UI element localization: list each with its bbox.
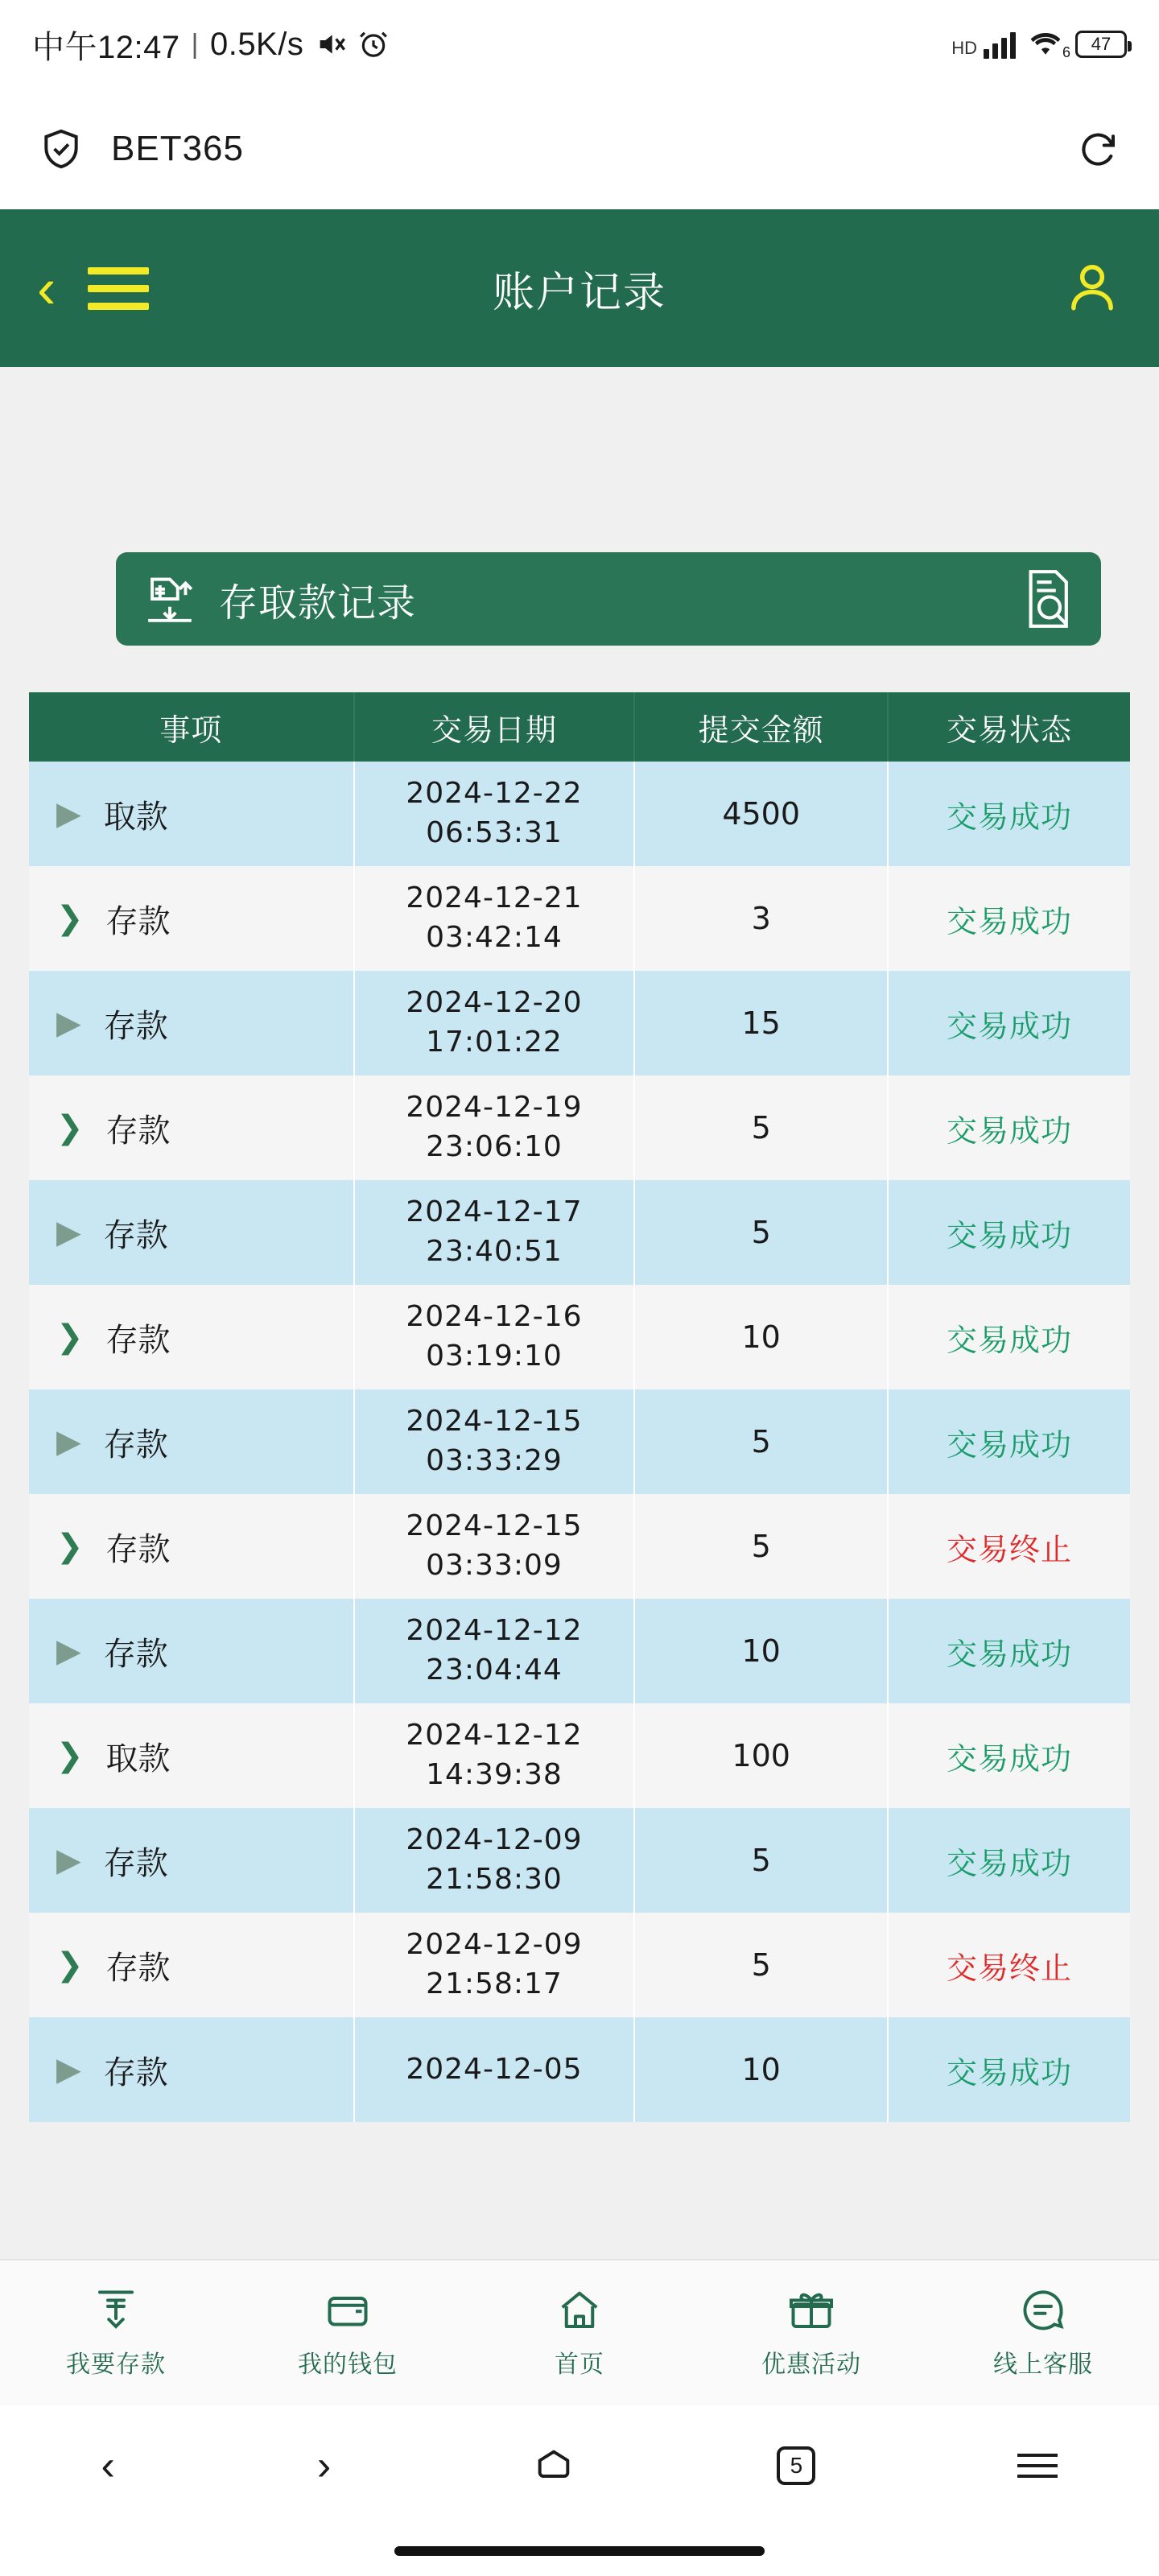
cell-amount: 5	[634, 1913, 888, 2017]
system-back-icon[interactable]: ‹	[101, 2442, 115, 2489]
cell-status	[888, 1703, 1130, 1808]
list-fade-overlay	[0, 2190, 1159, 2259]
status-badge: 交易成功	[946, 800, 1072, 835]
wifi-icon	[1029, 31, 1070, 60]
cell-status	[888, 1075, 1130, 1180]
row-arrow-icon: ❯	[56, 901, 84, 936]
status-badge: 交易成功	[946, 1114, 1072, 1149]
row-type-label: 存款	[105, 903, 171, 939]
cell-date: 2024-12-05	[354, 2017, 635, 2122]
alarm-icon	[358, 29, 389, 60]
site-title: BET365	[111, 129, 244, 168]
wallet-icon	[324, 2286, 372, 2334]
cell-amount: 10	[634, 2017, 888, 2122]
app-header	[0, 209, 1159, 367]
row-type-label: 存款	[103, 1426, 168, 1463]
cell-date: 2024-12-12 23:04:44	[354, 1599, 635, 1703]
cell-amount: 10	[634, 1285, 888, 1389]
cell-date: 2024-12-20 17:01:22	[354, 971, 635, 1075]
cell-amount: 3	[634, 866, 888, 971]
page-title: 账户记录	[492, 269, 666, 316]
row-type-label: 存款	[103, 1008, 168, 1044]
nav-item-promotions[interactable]	[695, 2286, 927, 2380]
row-type-label: 存款	[105, 1950, 171, 1986]
cell-item	[29, 762, 354, 866]
cell-item	[29, 1808, 354, 1913]
nav-label-promotions: 优惠活动	[761, 2351, 861, 2378]
row-arrow-icon: ▶	[56, 1633, 81, 1669]
table-row[interactable]	[29, 1494, 1130, 1599]
nav-label-support: 线上客服	[993, 2351, 1093, 2378]
row-type-label: 存款	[103, 1845, 168, 1881]
deposit-icon	[92, 2286, 140, 2334]
refresh-icon[interactable]	[1077, 127, 1120, 171]
home-icon	[555, 2286, 604, 2334]
document-search-icon[interactable]	[1021, 568, 1079, 630]
cell-amount: 5	[634, 1180, 888, 1285]
network-speed: 0.5K/s	[209, 26, 304, 62]
status-time: 中午12:47	[32, 29, 180, 65]
cell-date: 2024-12-15 03:33:09	[354, 1494, 635, 1599]
status-badge: 交易成功	[946, 1847, 1072, 1881]
cell-item	[29, 1494, 354, 1599]
cell-amount: 5	[634, 1494, 888, 1599]
row-arrow-icon: ❯	[56, 1529, 84, 1564]
cell-status	[888, 1913, 1130, 2017]
row-arrow-icon: ❯	[56, 1319, 84, 1355]
status-badge: 交易成功	[946, 1323, 1072, 1358]
home-indicator-area	[0, 2526, 1159, 2576]
row-arrow-icon: ▶	[56, 2052, 81, 2087]
cell-date: 2024-12-21 03:42:14	[354, 866, 635, 971]
cell-amount: 15	[634, 971, 888, 1075]
cell-item	[29, 1913, 354, 2017]
row-arrow-icon: ▶	[56, 1215, 81, 1250]
column-header-date: 交易日期	[354, 692, 635, 762]
user-account-icon[interactable]	[1062, 258, 1122, 318]
cell-amount: 100	[634, 1703, 888, 1808]
table-row[interactable]	[29, 866, 1130, 971]
cell-amount: 10	[634, 1599, 888, 1703]
row-type-label: 存款	[103, 1636, 168, 1672]
system-home-icon[interactable]	[533, 2445, 575, 2487]
status-right-group	[951, 30, 1127, 59]
row-arrow-icon: ❯	[56, 1947, 84, 1983]
table-row[interactable]	[29, 1389, 1130, 1494]
cell-status	[888, 1808, 1130, 1913]
cell-amount: 5	[634, 1075, 888, 1180]
cell-item	[29, 971, 354, 1075]
cell-date: 2024-12-19 23:06:10	[354, 1075, 635, 1180]
table-row[interactable]	[29, 2017, 1130, 2122]
cell-status	[888, 1494, 1130, 1599]
cell-amount: 5	[634, 1389, 888, 1494]
status-left-group	[32, 22, 389, 68]
table-header-row	[29, 692, 1130, 762]
row-arrow-icon: ▶	[56, 1843, 81, 1878]
status-bar	[0, 0, 1159, 89]
nav-label-deposit: 我要存款	[66, 2351, 166, 2378]
cell-date: 2024-12-16 03:19:10	[354, 1285, 635, 1389]
table-row[interactable]	[29, 1703, 1130, 1808]
transactions-table-wrap	[29, 692, 1130, 2122]
nav-label-wallet: 我的钱包	[298, 2351, 398, 2378]
cell-status	[888, 1285, 1130, 1389]
cell-item	[29, 866, 354, 971]
cell-item	[29, 1703, 354, 1808]
browser-bar	[0, 89, 1159, 209]
battery-indicator	[1075, 31, 1127, 58]
status-badge: 交易成功	[946, 905, 1072, 939]
banner-title: 存取款记录	[219, 581, 417, 625]
mute-icon	[315, 28, 347, 60]
status-badge: 交易成功	[946, 1009, 1072, 1044]
battery-level: 47	[1091, 34, 1112, 54]
nav-label-home: 首页	[555, 2351, 604, 2378]
bottom-nav	[0, 2259, 1159, 2405]
table-row[interactable]	[29, 762, 1130, 866]
status-badge: 交易成功	[946, 2056, 1072, 2091]
row-type-label: 取款	[103, 799, 168, 835]
row-arrow-icon: ❯	[56, 1738, 84, 1773]
status-badge: 交易成功	[946, 1637, 1072, 1672]
hamburger-menu-icon[interactable]	[88, 267, 149, 310]
cell-item	[29, 1389, 354, 1494]
table-row[interactable]	[29, 1285, 1130, 1389]
table-row[interactable]	[29, 1599, 1130, 1703]
table-row[interactable]	[29, 1913, 1130, 2017]
row-arrow-icon: ▶	[56, 1005, 81, 1041]
hd-indicator: HD	[951, 38, 977, 58]
row-type-label: 存款	[103, 2054, 168, 2091]
table-row[interactable]	[29, 1180, 1130, 1285]
home-indicator	[394, 2546, 765, 2556]
row-arrow-icon: ▶	[56, 1424, 81, 1459]
cell-item	[29, 1285, 354, 1389]
cell-date: 2024-12-22 06:53:31	[354, 762, 635, 866]
table-row[interactable]	[29, 1808, 1130, 1913]
cell-date: 2024-12-12 14:39:38	[354, 1703, 635, 1808]
cell-item	[29, 1075, 354, 1180]
cell-amount: 4500	[634, 762, 888, 866]
content-area	[0, 367, 1159, 2259]
column-header-status: 交易状态	[888, 692, 1130, 762]
row-type-label: 存款	[105, 1113, 171, 1149]
status-badge: 交易成功	[946, 1219, 1072, 1253]
deposit-withdraw-icon	[138, 568, 201, 630]
cell-status	[888, 866, 1130, 971]
cell-status	[888, 2017, 1130, 2122]
recents-count: 5	[790, 2453, 803, 2478]
cell-date: 2024-12-09 21:58:17	[354, 1913, 635, 2017]
row-type-label: 取款	[105, 1740, 171, 1777]
status-badge: 交易终止	[946, 1533, 1072, 1567]
gift-icon	[787, 2286, 835, 2334]
row-type-label: 存款	[105, 1322, 171, 1358]
transactions-table	[29, 692, 1130, 2122]
cell-status	[888, 762, 1130, 866]
column-header-amount: 提交金额	[634, 692, 888, 762]
chevron-left-icon[interactable]: ‹	[37, 257, 56, 320]
cell-date: 2024-12-15 03:33:29	[354, 1389, 635, 1494]
cell-status	[888, 1389, 1130, 1494]
cell-item	[29, 1599, 354, 1703]
wifi-badge: 6	[1062, 44, 1070, 60]
nav-item-home[interactable]	[464, 2286, 695, 2380]
row-type-label: 存款	[103, 1217, 168, 1253]
system-nav-bar	[0, 2405, 1159, 2526]
cell-status	[888, 1599, 1130, 1703]
cell-status	[888, 1180, 1130, 1285]
cell-item	[29, 1180, 354, 1285]
system-recents-button[interactable]	[777, 2446, 815, 2485]
table-row[interactable]	[29, 1075, 1130, 1180]
signal-bars-icon	[984, 30, 1016, 59]
cell-date: 2024-12-09 21:58:30	[354, 1808, 635, 1913]
row-arrow-icon: ❯	[56, 1110, 84, 1146]
table-row[interactable]	[29, 971, 1130, 1075]
cell-amount: 5	[634, 1808, 888, 1913]
row-type-label: 存款	[105, 1531, 171, 1567]
status-badge: 交易成功	[946, 1742, 1072, 1777]
records-banner[interactable]	[116, 552, 1101, 646]
cell-status	[888, 971, 1130, 1075]
nav-item-support[interactable]	[927, 2286, 1159, 2380]
system-forward-icon[interactable]: ›	[316, 2442, 332, 2489]
cell-item	[29, 2017, 354, 2122]
table-body	[29, 762, 1130, 2122]
customer-service-icon	[1019, 2286, 1067, 2334]
cell-date: 2024-12-17 23:40:51	[354, 1180, 635, 1285]
status-badge: 交易终止	[946, 1951, 1072, 1986]
nav-item-wallet[interactable]	[232, 2286, 464, 2380]
shield-check-icon[interactable]	[39, 126, 84, 171]
status-badge: 交易成功	[946, 1428, 1072, 1463]
row-arrow-icon: ▶	[56, 796, 81, 832]
status-separator: |	[191, 28, 199, 60]
column-header-item: 事项	[29, 692, 354, 762]
system-menu-icon[interactable]	[1017, 2454, 1058, 2478]
nav-item-deposit[interactable]	[0, 2286, 232, 2380]
